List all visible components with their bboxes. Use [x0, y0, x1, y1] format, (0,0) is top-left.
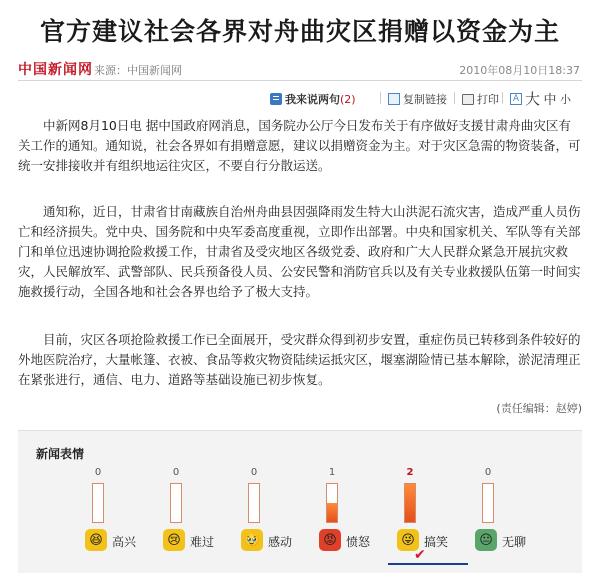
mood-bar-fill — [405, 484, 415, 522]
mood-label[interactable]: 高兴 — [112, 535, 137, 549]
print-icon — [462, 94, 474, 105]
selected-check-icon: ✔ — [414, 547, 426, 563]
comment-count: (2) — [340, 92, 356, 106]
mood-face-icon[interactable]: 😐 — [475, 529, 497, 551]
mood-bar — [170, 483, 182, 523]
copy-link-label: 复制链接 — [403, 93, 447, 106]
toolbar-divider — [502, 92, 503, 104]
article-paragraph-1: 中新网8月10日电 据中国政府网消息，国务院办公厅今日发布关于有序做好支援甘肃舟曲灾区有关工作的通知。通知说，社会各界如有捐赠意愿，建议以捐赠资金为主。对于灾区急需的物资装备，可统一安排接收并有组织地运往灾区，不要自行分散运送。 — [18, 118, 581, 173]
article-date: 2010年08月10日18:37 — [459, 64, 580, 77]
mood-count: 2 — [406, 467, 414, 478]
article-meta-bar — [18, 58, 582, 81]
mood-item[interactable] — [322, 467, 392, 567]
mood-item[interactable] — [88, 467, 158, 567]
print-button[interactable] — [462, 91, 499, 107]
mood-item[interactable] — [166, 467, 236, 567]
mood-face-icon[interactable]: 😆 — [85, 529, 107, 551]
mood-label[interactable]: 愤怒 — [346, 535, 371, 549]
mood-face-icon[interactable]: 🥹 — [241, 529, 263, 551]
article-paragraph-3: 目前，灾区各项抢险救援工作已全面展开，受灾群众得到初步安置，重症伤员已转移到条件较好的外地医院治疗，大量帐篷、衣被、食品等救灾物资陆续运抵灾区，堰塞湖险情已基本解除，淤泥清理正在紧张进行，通信、电力、道路等基础设施已初步恢复。 — [18, 332, 581, 387]
print-label: 打印 — [477, 93, 499, 106]
comment-button[interactable] — [270, 91, 356, 107]
mood-item[interactable] — [478, 467, 548, 567]
mood-bar — [248, 483, 260, 523]
mood-count: 1 — [328, 467, 336, 478]
mood-count: 0 — [94, 467, 102, 478]
mood-bar — [326, 483, 338, 523]
comment-label: 我来说两句 — [285, 93, 340, 106]
responsible-editor: (责任编辑：赵婷) — [496, 402, 582, 415]
font-size-medium[interactable]: 中 — [543, 93, 557, 108]
article-paragraph-2: 通知称，近日，甘肃省甘南藏族自治州舟曲县因强降雨发生特大山洪泥石流灾害，造成严重人员伤亡和经济损失。党中央、国务院和中央军委高度重视，立即作出部署。中央和国家机关、军队等有关部门和单位迅速协调抢险救援工作，甘肃省及受灾地区各级党委、政府和广大人民群众紧急开展抗灾救灾，人民解放军、武警部队、民兵预备役人员、公安民警和消防官兵以及有关专业救援队伍第一时间实施救援行动，全国各地和社会各界也给予了极大支持。 — [18, 204, 581, 299]
article-toolbar — [270, 88, 582, 110]
toolbar-divider — [380, 92, 381, 104]
selected-mood-underline — [388, 563, 468, 565]
article-source: 来源：中国新闻网 — [94, 64, 182, 77]
mood-bar-fill — [327, 503, 337, 522]
mood-count: 0 — [484, 467, 492, 478]
font-size-icon: A — [510, 93, 522, 105]
news-mood-panel — [18, 430, 582, 573]
site-logo[interactable]: 中国新闻网 — [18, 62, 93, 78]
mood-bar — [404, 483, 416, 523]
comment-icon — [270, 93, 282, 105]
mood-label[interactable]: 难过 — [190, 535, 215, 549]
font-size-control — [510, 88, 571, 109]
mood-label[interactable]: 感动 — [268, 535, 293, 549]
font-size-big[interactable]: 大 — [525, 90, 541, 108]
mood-bar — [482, 483, 494, 523]
mood-item[interactable] — [400, 467, 470, 567]
copy-icon — [388, 93, 400, 105]
mood-label[interactable]: 无聊 — [502, 535, 527, 549]
mood-count: 0 — [172, 467, 180, 478]
copy-link-button[interactable] — [388, 91, 447, 107]
font-size-small[interactable]: 小 — [560, 92, 572, 106]
toolbar-divider — [454, 92, 455, 104]
mood-face-icon[interactable]: 😡 — [319, 529, 341, 551]
article-headline: 官方建议社会各界对舟曲灾区捐赠以资金为主 — [39, 17, 560, 46]
mood-item[interactable] — [244, 467, 314, 567]
mood-face-icon[interactable]: 😜 — [397, 529, 419, 551]
mood-count: 0 — [250, 467, 258, 478]
mood-label[interactable]: 搞笑 — [424, 535, 449, 549]
mood-face-icon[interactable]: 😢 — [163, 529, 185, 551]
mood-panel-title: 新闻表情 — [36, 447, 85, 461]
mood-bar — [92, 483, 104, 523]
